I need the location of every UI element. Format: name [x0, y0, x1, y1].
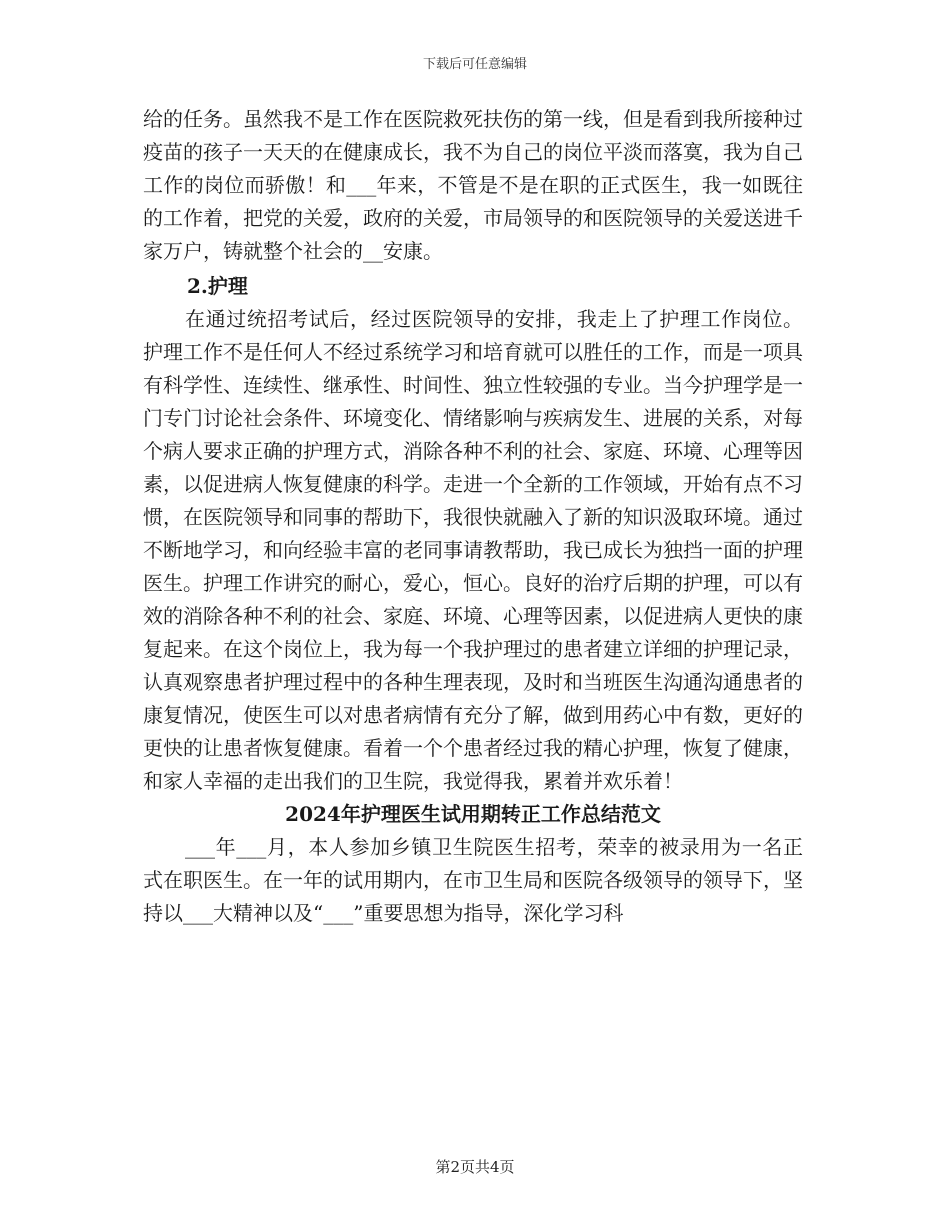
page-header: 下载后可任意编辑: [422, 57, 527, 72]
paragraph-vaccination: 给的任务。虽然我不是工作在医院救死扶伤的第一线，但是看到我所接种过疫苗的孩子一天天的在健康成长，我不为自己的岗位平淡而落寞，我为自己工作的岗位而骄傲！和___年来，不管是不是在职的正式医生，我一如既往的工作着，把党的关爱，政府的关爱，市局领导的和医院领导的关爱送进千家万户，铸就整个社会的__安康。: [143, 107, 803, 263]
page-footer: 第2页共4页: [435, 1158, 515, 1176]
document-body: [143, 103, 803, 930]
paragraph-nursing: 在通过统招考试后，经过医院领导的安排，我走上了护理工作岗位。护理工作不是任何人不经过系统学习和培育就可以胜任的工作，而是一项具有科学性、连续性、继承性、时间性、独立性较强的专业。当今护理学是一门专门讨论社会条件、环境变化、情绪影响与疾病发生、进展的关系，对每个病人要求正确的护理方式，消除各种不利的社会、家庭、环境、心理等因素，以促进病人恢复健康的科学。走进一个全新的工作领域，开始有点不习惯，在医院领导和同事的帮助下，我很快就融入了新的知识汲取环境。通过不断地学习，和向经验丰富的老同事请教帮助，我已成长为独挡一面的护理医生。护理工作讲究的耐心，爱心，恒心。良好的治疗后期的护理，可以有效的消除各种不利的社会、家庭、环境、心理等因素，以促进病人更快的康复起来。在这个岗位上，我为每一个我护理过的患者建立详细的护理记录，认真观察患者护理过程中的各种生理表现，及时和当班医生沟通沟通患者的康复情况，使医生可以对患者病情有充分了解，做到用药心中有数，更好的更快的让患者恢复健康。看着一个个患者经过我的精心护理，恢复了健康，和家人幸福的走出我们的卫生院，我觉得我，累着并欢乐着！: [143, 307, 803, 793]
section-heading-nursing: 2.护理: [187, 274, 248, 298]
paragraph-intro: ___年___月，本人参加乡镇卫生院医生招考，荣幸的被录用为一名正式在职医生。在一年的试用期内，在市卫生局和医院各级领导的领导下，坚持以___大精神以及“___”重要思想为指导，深化学习科: [143, 835, 803, 925]
document-title: 2024年护理医生试用期转正工作总结范文: [285, 802, 661, 826]
